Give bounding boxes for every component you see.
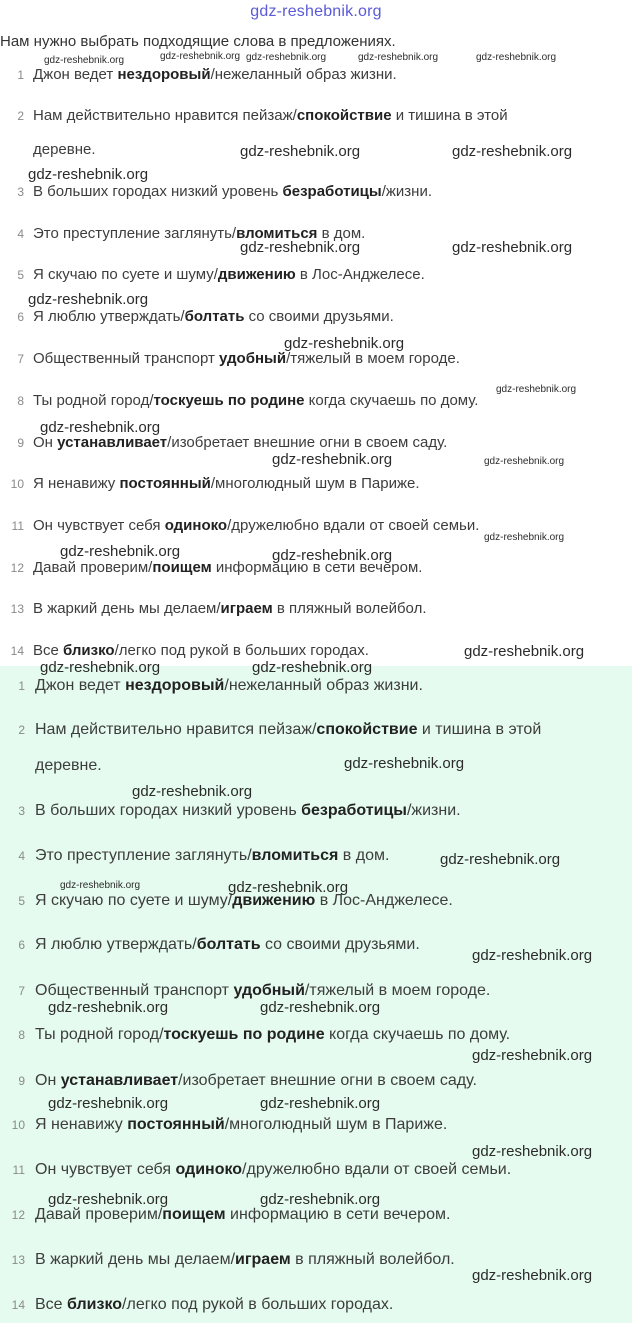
watermark: gdz-reshebnik.org (484, 456, 565, 467)
watermark: gdz-reshebnik.org (452, 143, 573, 160)
answer-number: 12 (11, 1208, 25, 1222)
watermark: gdz-reshebnik.org (60, 880, 141, 891)
answer-number: 8 (18, 1028, 25, 1042)
sentence-number: 12 (10, 561, 24, 575)
answer-text: Я люблю утверждать/болтать со своими друзьями. (35, 936, 420, 953)
sentence-text: Общественный транспорт удобный/тяжелый в моем городе. (33, 350, 460, 367)
watermark: gdz-reshebnik.org (440, 851, 561, 868)
answer-text: Общественный транспорт удобный/тяжелый в моем городе. (35, 982, 491, 999)
answer-text: Он устанавливает/изобретает внешние огни в своем саду. (35, 1072, 477, 1089)
watermark: gdz-reshebnik.org (272, 451, 393, 468)
answer-text: Я скучаю по суете и шуму/движению в Лос-Анджелесе. (35, 892, 453, 909)
watermark: gdz-reshebnik.org (260, 1095, 381, 1112)
watermark: gdz-reshebnik.org (48, 999, 169, 1016)
answer-text: Джон ведет нездоровый/нежеланный образ жизни. (35, 677, 423, 694)
answer-number: 4 (18, 849, 25, 863)
sentence-text: деревне. (33, 141, 96, 158)
sentence-text: Я люблю утверждать/болтать со своими друзьями. (33, 308, 394, 325)
answer-text: Ты родной город/тоскуешь по родине когда скучаешь по дому. (35, 1026, 511, 1043)
watermark: gdz-reshebnik.org (472, 1143, 593, 1160)
site-title[interactable]: gdz-reshebnik.org (250, 3, 382, 20)
watermark: gdz-reshebnik.org (284, 335, 405, 352)
watermark: gdz-reshebnik.org (344, 755, 465, 772)
watermark: gdz-reshebnik.org (472, 947, 593, 964)
sentence-text: Давай проверим/поищем информацию в сети вечером. (33, 559, 423, 576)
sentence-text: В жаркий день мы делаем/играем в пляжный волейбол. (33, 600, 427, 617)
sentence-number: 10 (10, 477, 24, 491)
answer-number: 14 (11, 1298, 25, 1312)
sentence-text: Я ненавижу постоянный/многолюдный шум в Париже. (33, 475, 420, 492)
sentence-text: Все близко/легко под рукой в больших городах. (33, 642, 369, 659)
watermark: gdz-reshebnik.org (240, 143, 361, 160)
answer-text: Все близко/легко под рукой в больших городах. (35, 1296, 394, 1313)
answer-number: 6 (18, 938, 25, 952)
watermark: gdz-reshebnik.org (452, 239, 573, 256)
sentence-number: 8 (17, 394, 24, 408)
sentence-number: 11 (11, 519, 24, 533)
watermark: gdz-reshebnik.org (40, 419, 161, 436)
watermark: gdz-reshebnik.org (252, 659, 373, 676)
watermark: gdz-reshebnik.org (472, 1047, 593, 1064)
sentence-text: Он устанавливает/изобретает внешние огни в своем саду. (33, 434, 448, 451)
sentence-text: В больших городах низкий уровень безработицы/жизни. (33, 183, 433, 200)
watermark: gdz-reshebnik.org (28, 166, 149, 183)
answer-text: В жаркий день мы делаем/играем в пляжный волейбол. (35, 1251, 455, 1268)
watermark: gdz-reshebnik.org (40, 659, 161, 676)
answer-number: 11 (12, 1163, 25, 1177)
sentence-number: 2 (17, 109, 24, 123)
sentence-number: 4 (17, 227, 24, 241)
sentence-text: Я скучаю по суете и шуму/движению в Лос-Анджелесе. (33, 266, 425, 283)
watermark: gdz-reshebnik.org (272, 547, 393, 564)
answer-text: Он чувствует себя одиноко/дружелюбно вдали от своей семьи. (35, 1161, 512, 1178)
sentence-number: 5 (17, 268, 24, 282)
sentence-text: Он чувствует себя одиноко/дружелюбно вдали от своей семьи. (33, 517, 480, 534)
answer-number: 7 (18, 984, 25, 998)
answer-text: Давай проверим/поищем информацию в сети вечером. (35, 1206, 451, 1223)
answer-number: 1 (18, 679, 25, 693)
sentence-number: 7 (17, 352, 24, 366)
watermark: gdz-reshebnik.org (60, 543, 181, 560)
watermark: gdz-reshebnik.org (472, 1267, 593, 1284)
sentence-number: 6 (17, 310, 24, 324)
answer-number: 5 (18, 894, 25, 908)
watermark: gdz-reshebnik.org (358, 52, 439, 63)
watermark: gdz-reshebnik.org (496, 384, 577, 395)
sentence-number: 9 (17, 436, 24, 450)
sentence-text: Это преступление заглянуть/вломиться в дом. (33, 225, 366, 242)
answer-number: 10 (11, 1118, 25, 1132)
watermark: gdz-reshebnik.org (240, 239, 361, 256)
sentence-number: 13 (10, 602, 24, 616)
answer-text: Это преступление заглянуть/вломиться в дом. (35, 847, 390, 864)
watermark: gdz-reshebnik.org (44, 55, 125, 66)
watermark: gdz-reshebnik.org (48, 1191, 169, 1208)
answer-text: В больших городах низкий уровень безработицы/жизни. (35, 802, 461, 819)
watermark: gdz-reshebnik.org (464, 643, 585, 660)
watermark: gdz-reshebnik.org (160, 51, 241, 62)
sentence-number: 3 (17, 185, 24, 199)
watermark: gdz-reshebnik.org (132, 783, 253, 800)
answer-text: Я ненавижу постоянный/многолюдный шум в Париже. (35, 1116, 448, 1133)
watermark: gdz-reshebnik.org (28, 291, 149, 308)
intro-text: Нам нужно выбрать подходящие слова в предложениях. (0, 33, 396, 50)
watermark: gdz-reshebnik.org (476, 52, 557, 63)
answer-text: деревне. (35, 757, 102, 774)
answer-panel (0, 666, 632, 1323)
sentence-text: Ты родной город/тоскуешь по родине когда скучаешь по дому. (33, 392, 479, 409)
watermark: gdz-reshebnik.org (228, 879, 349, 896)
sentence-text: Джон ведет нездоровый/нежеланный образ жизни. (33, 66, 397, 83)
sentence-number: 14 (10, 644, 24, 658)
watermark: gdz-reshebnik.org (246, 52, 327, 63)
answer-number: 9 (18, 1074, 25, 1088)
watermark: gdz-reshebnik.org (48, 1095, 169, 1112)
watermark: gdz-reshebnik.org (260, 999, 381, 1016)
sentence-text: Нам действительно нравится пейзаж/спокойствие и тишина в этой (33, 107, 508, 124)
answer-text: Нам действительно нравится пейзаж/спокойствие и тишина в этой (35, 721, 542, 738)
watermark: gdz-reshebnik.org (260, 1191, 381, 1208)
answer-number: 2 (18, 723, 25, 737)
answer-number: 3 (18, 804, 25, 818)
sentence-number: 1 (17, 68, 24, 82)
watermark: gdz-reshebnik.org (484, 532, 565, 543)
answer-number: 13 (11, 1253, 25, 1267)
